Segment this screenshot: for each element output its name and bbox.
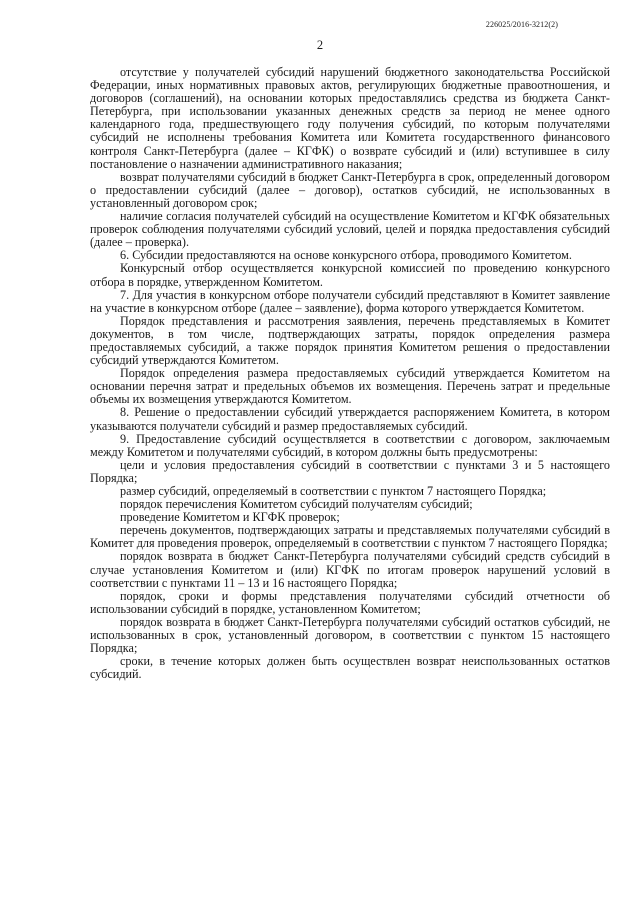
- paragraph: 6. Субсидии предоставляются на основе конкурсного отбора, проводимого Комитетом.: [120, 248, 572, 263]
- paragraph: 9. Предоставление субсидий осуществляется в соответствии с договором, заключаемым между Комитетом и получателями субсидий, в котором должны быть предусмотрены:: [90, 431, 610, 459]
- paragraph: порядок возврата в бюджет Санкт-Петербурга получателями субсидий средств субсидий в случае установления Комитетом и (или) КГФК по итогам проверок нарушений условий в соответствии с пунктами 11 – 13 и 16 настоящего Порядка;: [90, 549, 610, 590]
- paragraph: 8. Решение о предоставлении субсидий утверждается распоряжением Комитета, в котором указываются получатели субсидий и размер предоставляемых субсидий.: [90, 405, 610, 433]
- paragraph: цели и условия предоставления субсидий в соответствии с пунктами 3 и 5 настоящего Порядка;: [90, 457, 610, 485]
- paragraph: наличие согласия получателей субсидий на осуществление Комитетом и КГФК обязательных проверок соблюдения получателями субсидий условий, целей и порядка предоставления субсидий (далее – проверка).: [90, 209, 610, 250]
- paragraph: сроки, в течение которых должен быть осуществлен возврат неиспользованных остатков субсидий.: [90, 654, 610, 682]
- paragraph: размер субсидий, определяемый в соответствии с пунктом 7 настоящего Порядка;: [120, 484, 547, 498]
- paragraph: возврат получателями субсидий в бюджет Санкт-Петербурга в срок, определенный договором о предоставлении субсидий (далее – договор), остатков субсидий, не использованных в установленный договором срок;: [90, 169, 610, 210]
- paragraph: порядок перечисления Комитетом субсидий получателям субсидий;: [120, 497, 473, 512]
- paragraph: перечень документов, подтверждающих затраты и представляемых получателями субсидий в Комитет для проведения проверок, определяемый в соответствии с пунктом 7 настоящего Порядка;: [90, 523, 610, 551]
- paragraph: 7. Для участия в конкурсном отборе получатели субсидий представляют в Комитет заявление на участие в конкурсном отборе (далее – заявление), форма которого утверждается Комитетом.: [90, 287, 610, 315]
- paragraph: отсутствие у получателей субсидий нарушений бюджетного законодательства Российской Федерации, иных нормативных правовых актов, регулирующих бюджетные правоотношения, и договоров (соглашений), на основании которых предоставлялись средства из бюджета Санкт-Петербурга, при использовании указанных денежных средств за период не менее одного календарного года, предшествующего году получения субсидий, по которым получателями субсидий не исполнены требования Комитета или Комитета государственного финансового контроля Санкт-Петербурга (далее – КГФК) о возврате субсидий и (или) вступившее в силу постановление о назначении административного наказания;: [90, 65, 610, 171]
- paragraph: Порядок представления и рассмотрения заявления, перечень представляемых в Комитет документов, в том числе, подтверждающих затраты, порядок определения размера предоставляемых субсидий, а также порядок принятия Комитетом решения о предоставлении субсидий утверждаются Комитетом.: [90, 313, 610, 368]
- paragraph: Порядок определения размера предоставляемых субсидий утверждается Комитетом на основании перечня затрат и предельных объемов их возмещения. Перечень затрат и предельные объемы их возмещения утверждаются Комитетом.: [90, 366, 610, 407]
- paragraph: проведение Комитетом и КГФК проверок;: [120, 510, 340, 525]
- page-number: 2: [316, 38, 324, 52]
- paragraph: порядок возврата в бюджет Санкт-Петербурга получателями субсидий остатков субсидий, не использованных в срок, установленный договором, в соответствии с пунктом 15 настоящего Порядка;: [90, 614, 610, 656]
- document-registration-code: 226025/2016-3212(2): [485, 20, 558, 29]
- document-body: [90, 66, 610, 681]
- paragraph: Конкурсный отбор осуществляется конкурсной комиссией по проведению конкурсного отбора в порядке, утвержденном Комитетом.: [90, 261, 610, 289]
- paragraph: порядок, сроки и формы представления получателями субсидий отчетности об использовании субсидий в порядке, установленном Комитетом;: [90, 588, 610, 616]
